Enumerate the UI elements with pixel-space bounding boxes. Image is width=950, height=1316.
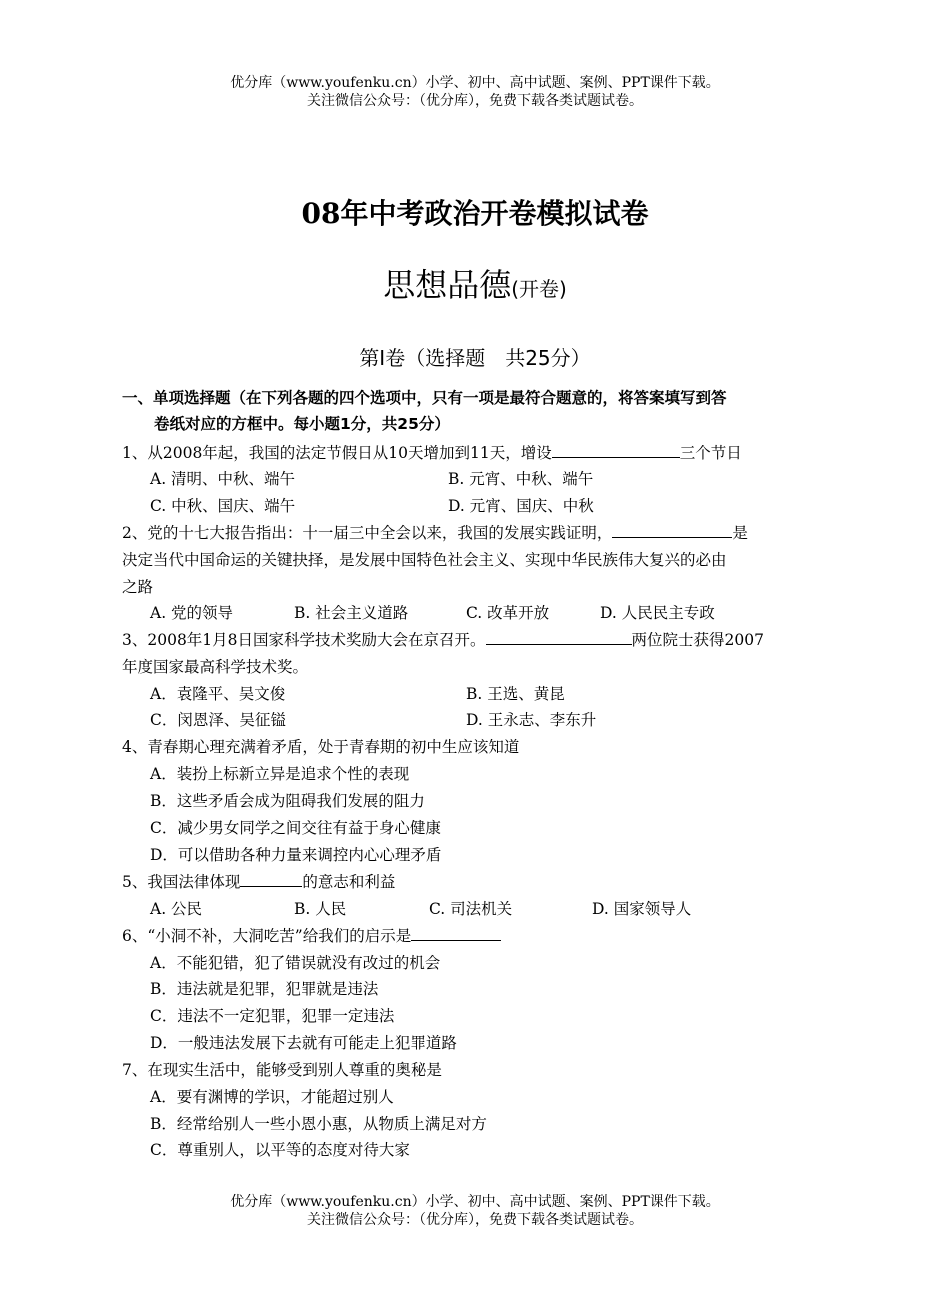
header-line-1: 优分库（www.youfenku.cn）小学、初中、高中试题、案例、PPT课件下载。 (230, 75, 720, 91)
q6-option-a: A．不能犯错，犯了错误就没有改过的机会 (150, 954, 441, 972)
q3-option-a: A．袁隆平、吴文俊 (150, 685, 286, 703)
q5-stem-a: 5、我国法律体现 (122, 873, 241, 891)
q1-stem-b: 三个节日 (679, 444, 742, 462)
q3-stem-line-2: 年度国家最高科学技术奖。 (122, 658, 309, 676)
q3-option-d: D. 王永志、李东升 (466, 711, 597, 729)
question-1-stem (122, 440, 742, 466)
q7-option-b: B．经常给别人一些小恩小惠，从物质上满足对方 (150, 1115, 487, 1133)
q2-option-d: D. 人民民主专政 (600, 604, 715, 622)
part-title: 第Ⅰ卷（选择题 共25分） (359, 346, 591, 370)
q3-option-b: B. 王选、黄昆 (466, 685, 565, 703)
q6-stem-a: 6、“小洞不补，大洞吃苦”给我们的启示是 (122, 927, 412, 945)
q2-stem-b: 是 (732, 524, 748, 542)
q2-blank (612, 521, 732, 538)
q5-option-c: C. 司法机关 (429, 900, 513, 918)
section-instruction-line-2: 卷纸对应的方框中。每小题1分，共25分） (154, 415, 450, 433)
q2-stem-a: 2、党的十七大报告指出：十一届三中全会以来，我国的发展实践证明， (122, 524, 613, 542)
q3-option-c: C．闵恩泽、吴征镒 (150, 711, 286, 729)
q5-option-a: A. 公民 (150, 900, 203, 918)
q5-stem-b: 的意志和利益 (302, 873, 396, 891)
q3-stem-b: 两位院士获得2007 (631, 631, 764, 649)
section-instruction-line-1: 一、单项选择题（在下列各题的四个选项中，只有一项是最符合题意的，将答案填写到答 (122, 389, 727, 407)
header-line-2: 关注微信公众号：（优分库），免费下载各类试题试卷。 (307, 93, 643, 109)
footer-line-2: 关注微信公众号：（优分库），免费下载各类试题试卷。 (307, 1212, 643, 1228)
q2-option-c: C. 改革开放 (466, 604, 550, 622)
q3-blank (486, 628, 632, 645)
subtitle-main: 思想品德 (383, 266, 512, 304)
q6-option-c: C．违法不一定犯罪，犯罪一定违法 (150, 1007, 395, 1025)
q5-option-b: B. 人民 (294, 900, 347, 918)
question-6-stem (122, 923, 501, 949)
q3-stem-a: 3、2008年1月8日国家科学技术奖励大会在京召开。 (122, 631, 486, 649)
q1-blank (552, 441, 680, 458)
question-5-stem (122, 869, 395, 895)
q6-blank (411, 924, 501, 941)
q2-option-a: A. 党的领导 (150, 604, 234, 622)
question-4-stem: 4、青春期心理充满着矛盾，处于青春期的初中生应该知道 (122, 738, 520, 756)
question-7-stem: 7、在现实生活中，能够受到别人尊重的奥秘是 (122, 1061, 442, 1079)
q4-option-b: B．这些矛盾会成为阻碍我们发展的阻力 (150, 792, 425, 810)
q6-option-d: D．一般违法发展下去就有可能走上犯罪道路 (150, 1034, 457, 1052)
q4-option-d: D．可以借助各种力量来调控内心心理矛盾 (150, 846, 442, 864)
q7-option-c: C．尊重别人，以平等的态度对待大家 (150, 1141, 410, 1159)
q5-blank (240, 870, 302, 887)
q2-stem-line-2: 决定当代中国命运的关键抉择，是发展中国特色社会主义、实现中华民族伟大复兴的必由 (122, 551, 727, 569)
q5-option-d: D. 国家领导人 (592, 900, 692, 918)
q1-option-a: A. 清明、中秋、端午 (150, 470, 296, 488)
question-3-stem (122, 627, 764, 653)
q2-stem-line-3: 之路 (122, 578, 154, 596)
q1-option-c: C. 中秋、国庆、端午 (150, 497, 296, 515)
q4-option-c: C．减少男女同学之间交往有益于身心健康 (150, 819, 441, 837)
q7-option-a: A．要有渊博的学识，才能超过别人 (150, 1088, 394, 1106)
page-footer (0, 1193, 950, 1229)
footer-line-1: 优分库（www.youfenku.cn）小学、初中、高中试题、案例、PPT课件下载。 (230, 1194, 720, 1210)
q6-option-b: B．违法就是犯罪，犯罪就是违法 (150, 980, 379, 998)
q1-option-b: B. 元宵、中秋、端午 (448, 470, 594, 488)
page-header (0, 74, 950, 110)
q1-option-d: D. 元宵、国庆、中秋 (448, 497, 594, 515)
question-2-stem (122, 520, 748, 546)
exam-title: 08年中考政治开卷模拟试卷 (301, 197, 649, 230)
q4-option-a: A．装扮上标新立异是追求个性的表现 (150, 765, 410, 783)
q2-option-b: B. 社会主义道路 (294, 604, 409, 622)
subtitle-small: (开卷) (511, 277, 567, 301)
exam-subtitle (0, 262, 950, 312)
q1-stem-a: 1、从2008年起，我国的法定节假日从10天增加到11天，增设 (122, 444, 552, 462)
